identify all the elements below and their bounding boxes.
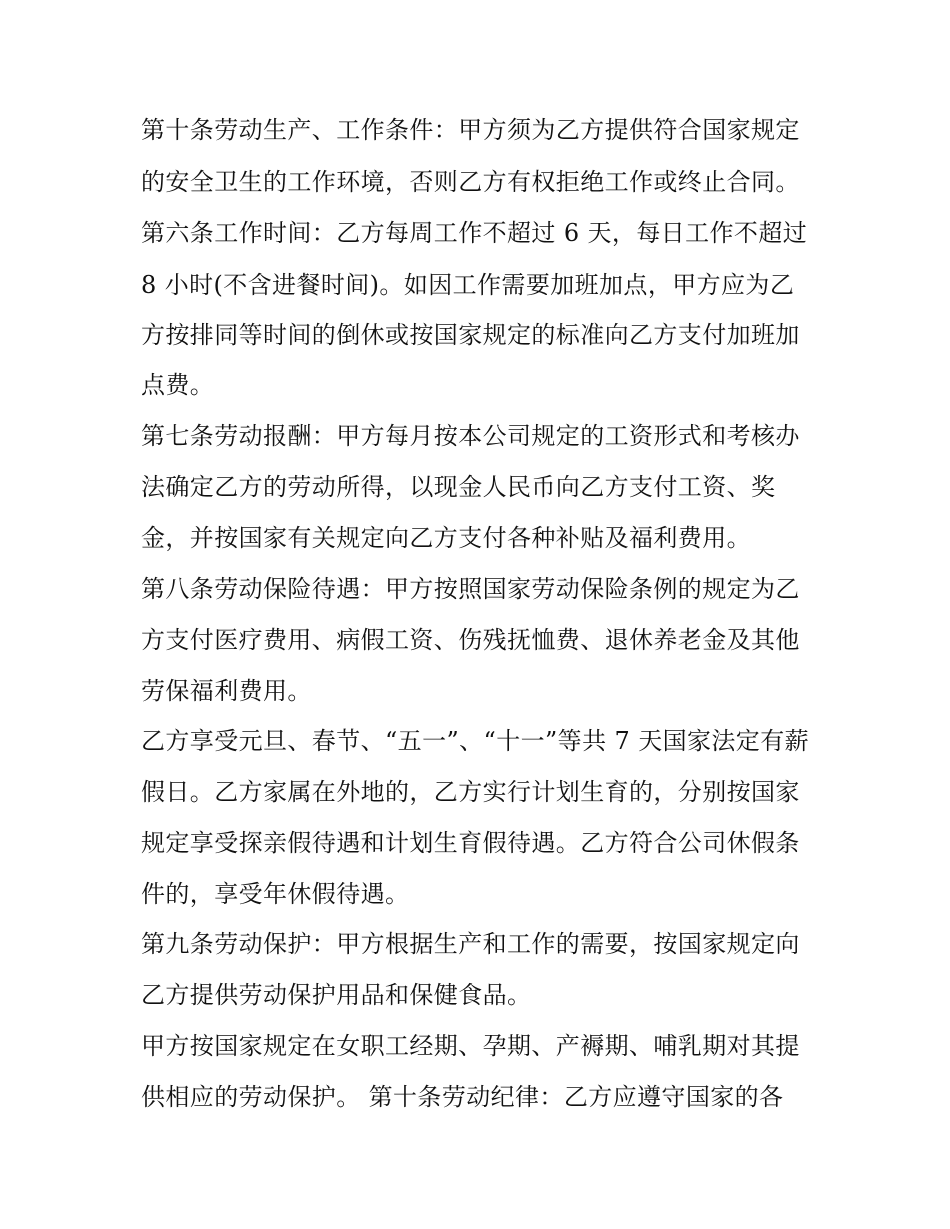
- text-line: 方按排同等时间的倒休或按国家规定的标准向乙方支付加班加: [141, 321, 800, 349]
- text-line: 方支付医疗费用、病假工资、伤残抚恤费、退休养老金及其他: [141, 626, 800, 654]
- text-line: 第九条劳动保护：甲方根据生产和工作的需要，按国家规定向: [141, 930, 800, 958]
- text-line: 第六条工作时间：乙方每周工作不超过 6 天，每日工作不超过: [141, 219, 808, 247]
- text-line: 点费。: [141, 371, 215, 399]
- text-line: 第八条劳动保险待遇：甲方按照国家劳动保险条例的规定为乙: [141, 575, 800, 603]
- text-line: 第十条劳动生产、工作条件：甲方须为乙方提供符合国家规定: [141, 116, 800, 144]
- text-line: 法确定乙方的劳动所得，以现金人民币向乙方支付工资、奖: [141, 473, 776, 501]
- text-line: 金，并按国家有关规定向乙方支付各种补贴及福利费用。: [141, 524, 751, 552]
- text-line: 第七条劳动报酬：甲方每月按本公司规定的工资形式和考核办: [141, 422, 800, 450]
- text-line: 供相应的劳动保护。 第十条劳动纪律：乙方应遵守国家的各: [141, 1083, 784, 1111]
- text-line: 乙方提供劳动保护用品和保健食品。: [141, 981, 532, 1009]
- text-line: 规定享受探亲假待遇和计划生育假待遇。乙方符合公司休假条: [141, 829, 800, 857]
- text-line: 乙方享受元旦、春节、“五一”、“十一”等共 7 天国家法定有薪: [141, 727, 810, 755]
- text-line: 的安全卫生的工作环境，否则乙方有权拒绝工作或终止合同。: [141, 168, 800, 196]
- text-line: 8 小时(不含进餐时间)。如因工作需要加班加点，甲方应为乙: [141, 271, 795, 299]
- text-line: 甲方按国家规定在女职工经期、孕期、产褥期、哺乳期对其提: [141, 1032, 800, 1060]
- text-line: 假日。乙方家属在外地的，乙方实行计划生育的，分别按国家: [141, 778, 800, 806]
- text-line: 劳保福利费用。: [141, 677, 312, 705]
- text-line: 件的，享受年休假待遇。: [141, 880, 410, 908]
